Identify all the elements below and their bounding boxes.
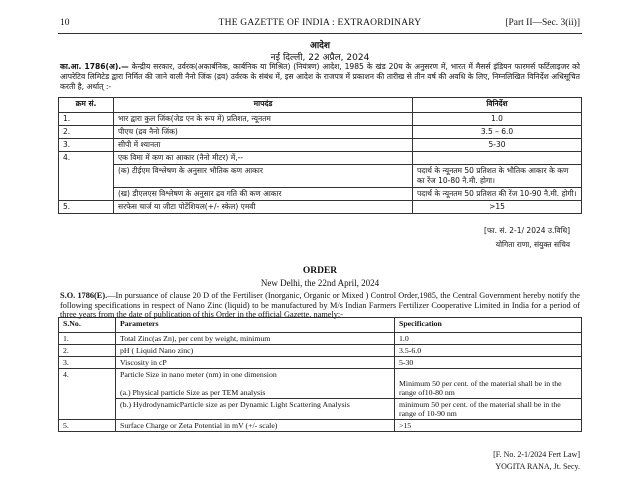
row-specification: >15: [413, 201, 582, 214]
hindi-paragraph: [60, 62, 580, 93]
row-parameter: Particle Size in nano meter (nm) in one dimension (a.) Physical particle Size as per TEM analysis: [116, 369, 395, 399]
table-row: [59, 113, 582, 126]
column-header: Parameters: [116, 318, 395, 333]
row-specification: 5-30: [413, 139, 582, 152]
english-paragraph: [60, 291, 580, 320]
row-specification: 3.5 – 6.0: [413, 126, 582, 139]
table-row: [59, 152, 582, 165]
row-number: 5.: [59, 420, 116, 432]
column-header: विनिर्देश: [413, 98, 582, 113]
table-row: [59, 345, 582, 357]
table-row: [59, 201, 582, 214]
row-specification: Minimum 50 per cent. of the material shall be in the range of10-80 nm: [395, 369, 582, 399]
hindi-date: नई दिल्ली, 22 अप्रैल, 2024: [270, 53, 370, 63]
row-parameter: Viscosity in cP: [116, 357, 395, 369]
table-header-row: [59, 98, 582, 113]
row-specification: minimum 50 per cent. of the material shall be in the range of 10-90 nm: [395, 399, 582, 420]
row-specification: 5-30: [395, 357, 582, 369]
row-parameter: pH ( Liquid Nano zinc): [116, 345, 395, 357]
part-section: [Part II—Sec. 3(ii)]: [505, 18, 580, 28]
row-number: 4.: [59, 152, 114, 201]
row-parameter: (ख) डीएलएस विश्लेषण के अनुसार द्रव गति की कण आकार: [114, 188, 413, 201]
table-row: [59, 188, 582, 201]
hindi-spec-table: [58, 97, 582, 214]
english-heading: ORDER: [302, 266, 338, 276]
page-header: [60, 18, 580, 32]
row-specification: [413, 152, 582, 165]
row-parameter: भार द्वारा कुल जिंक(जेड एन के रूप में) प्रतिशत, न्यूनतम: [114, 113, 413, 126]
header-rule: [58, 33, 582, 34]
english-order-number: S.O. 1786(E).: [60, 291, 108, 300]
table-row: [59, 369, 582, 399]
table-row: [59, 165, 582, 188]
row-specification: 3.5-6.0: [395, 345, 582, 357]
hindi-file-number: [फा. सं. 2-1/ 2024 उ.विधि]: [484, 226, 570, 235]
column-header: क्रम सं.: [59, 98, 114, 113]
row-parameter: सरफेस चार्ज या जीटा पोटेंशियल(+/- स्केल) एमवी: [114, 201, 413, 214]
table-row: [59, 139, 582, 152]
row-parameter: Surface Charge or Zeta Potential in mV (+/- scale): [116, 420, 395, 432]
row-specification: >15: [395, 420, 582, 432]
hindi-paragraph-text: केन्द्रीय सरकार, उर्वरक(अकार्बनिक, कार्बनिक या मिश्रित) (नियंत्रण) आदेश, 1985 के खंड 20घ के अनुसरण में, भारत में मैसर्स इंडियन फारमर्स फर्टिलाइजर को आपरेटिव लिमिटेड द्वारा निर्मित की जाने वाली नैनो जिंक (द्रव) उर्वरक के संबंध में, इस आदेश के राजपत्र में प्रकाशन की तारीख से तीन वर्ष की अवधि के लिए, निम्नलिखित विनिर्देश अधिसूचित करती है, अर्थात् :-: [60, 62, 580, 92]
table-row: [59, 126, 582, 139]
column-header: मापदंड: [114, 98, 413, 113]
row-parameter: सीपी में श्यानता: [114, 139, 413, 152]
hindi-order-number: का.आ. 1786(अ).—: [60, 62, 129, 71]
english-paragraph-text: —In pursuance of clause 20 D of the Fertiliser (Inorganic, Organic or Mixed ) Control Order,1985, the Central Government hereby notify the following specifications in respect of Nano Zinc (liquid) to be manufactured by M/s Indian Farmers Fertilizer Cooperative Limited in India for a period of three years from the date of publication of this Order in the official Gazette, namely:-: [60, 291, 580, 320]
row-number: 5.: [59, 201, 114, 214]
row-number: 3.: [59, 139, 114, 152]
table-row: [59, 420, 582, 432]
column-header: Specification: [395, 318, 582, 333]
table-row: [59, 333, 582, 345]
row-parameter: (क) टीईएम विश्लेषण के अनुसार भौतिक कण आकार: [114, 165, 413, 188]
row-number: 1.: [59, 333, 116, 345]
row-specification: पदार्थ के न्यूनतम 50 प्रतिशत की रेंज 10-90 नै.मी. होगी।: [413, 188, 582, 201]
row-specification: 1.0: [395, 333, 582, 345]
row-parameter: Total Zinc(as Zn), per cent by weight, minimum: [116, 333, 395, 345]
column-header: S.No.: [59, 318, 116, 333]
hindi-heading: आदेश: [309, 41, 331, 51]
row-number: 3.: [59, 357, 116, 369]
row-specification: पदार्थ के न्यूनतम 50 प्रतिशत के भौतिक आकार के कण का रेंज 10-80 नै.मी. होगा।: [413, 165, 582, 188]
row-parameter: पीएच (द्रव नैनो जिंक): [114, 126, 413, 139]
hindi-signatory: योगिता राणा, संयुक्त सचिव: [495, 240, 570, 249]
english-date: New Delhi, the 22nd April, 2024: [260, 278, 380, 288]
english-signatory: YOGITA RANA, Jt. Secy.: [495, 462, 580, 471]
row-number: 2.: [59, 126, 114, 139]
row-parameter: (b.) HydrodynamicParticle size as per Dynamic Light Scattering Analysis: [116, 399, 395, 420]
table-header-row: [59, 318, 582, 333]
page-number: 10: [60, 18, 70, 28]
row-specification: 1.0: [413, 113, 582, 126]
row-number: 2.: [59, 345, 116, 357]
table-row: [59, 357, 582, 369]
english-file-number: [F. No. 2-1/2024 Fert Law]: [493, 450, 580, 459]
row-parameter: एक विमा में कण का आकार (नैनो मीटर) में,--: [114, 152, 413, 165]
english-spec-table: [58, 317, 582, 432]
table-row: [59, 399, 582, 420]
row-number: 4.: [59, 369, 116, 420]
row-number: 1.: [59, 113, 114, 126]
gazette-title: THE GAZETTE OF INDIA : EXTRAORDINARY: [218, 18, 422, 28]
